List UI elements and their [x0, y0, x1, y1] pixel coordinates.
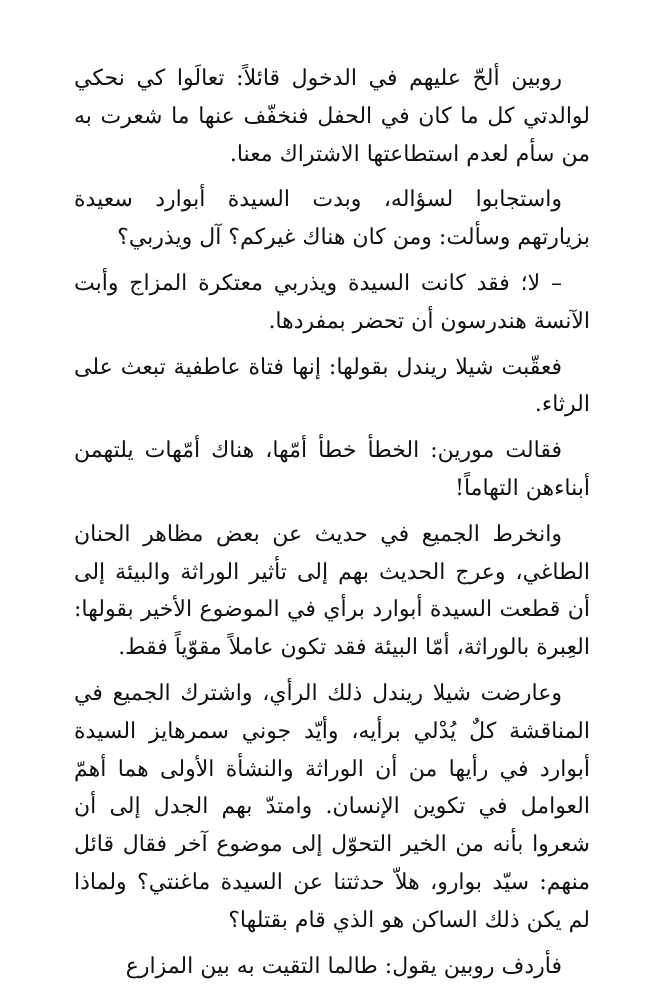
paragraph-3: – لا؛ فقد كانت السيدة ويذربي معتكرة المزاج وأبت الآنسة هندرسون أن تحضر بمفردها. [74, 270, 590, 334]
paragraph-1: روبين ألحّ عليهم في الدخول قائلاً: تعالَوا كي نحكي لوالدتي كل ما كان في الحفل فنخفّف عنها ما شعرت به من سأم لعدم استطاعتها الاشتراك معنا. [74, 66, 590, 167]
paragraph-8: فأردف روبين يقول: طالما التقيت به بين المزارع [125, 953, 562, 979]
paragraph-5: فقالت مورين: الخطأ خطأ أمّها، هناك أمّهات يلتهمن أبناءهن التهاماً! [74, 438, 590, 501]
paragraph-2: واستجابوا لسؤاله، وبدت السيدة أبوارد سعيدة بزيارتهم وسألت: ومن كان هناك غيركم؟ آل ويذربي؟ [74, 187, 590, 251]
page-text [74, 60, 590, 985]
paragraph-4: فعقّبت شيلا ريندل بقولها: إنها فتاة عاطفية تبعث على الرثاء. [74, 354, 590, 418]
paragraph-6: وانخرط الجميع في حديث عن بعض مظاهر الحنان الطاغي، وعرج الحديث بهم إلى تأثير الوراثة والبيئة إلى أن قطعت السيدة أبوارد برأي في الموضوع الأخير بقولها: العِبرة بالوراثة، أمّا البيئة فقد تكون عاملاً مقوّياً فقط. [74, 521, 590, 661]
paragraph-7: وعارضت شيلا ريندل ذلك الرأي، واشترك الجميع في المناقشة كلٌ يُدْلي برأيه، وأيّد جوني سمرهايز السيدة أبوارد في رأيها من أن الوراثة والنشأة الأولى هما أهمّ العوامل في تكوين الإنسان. وامتدّ بهم الجدل إلى أن شعروا بأنه من الخير التحوّل إلى موضوع آخر فقال قائل منهم: سيّد بوارو، هلاّ حدثتنا عن السيدة ماغنتي؟ ولماذا لم يكن ذلك الساكن هو الذي قام بقتلها؟ [74, 680, 590, 933]
